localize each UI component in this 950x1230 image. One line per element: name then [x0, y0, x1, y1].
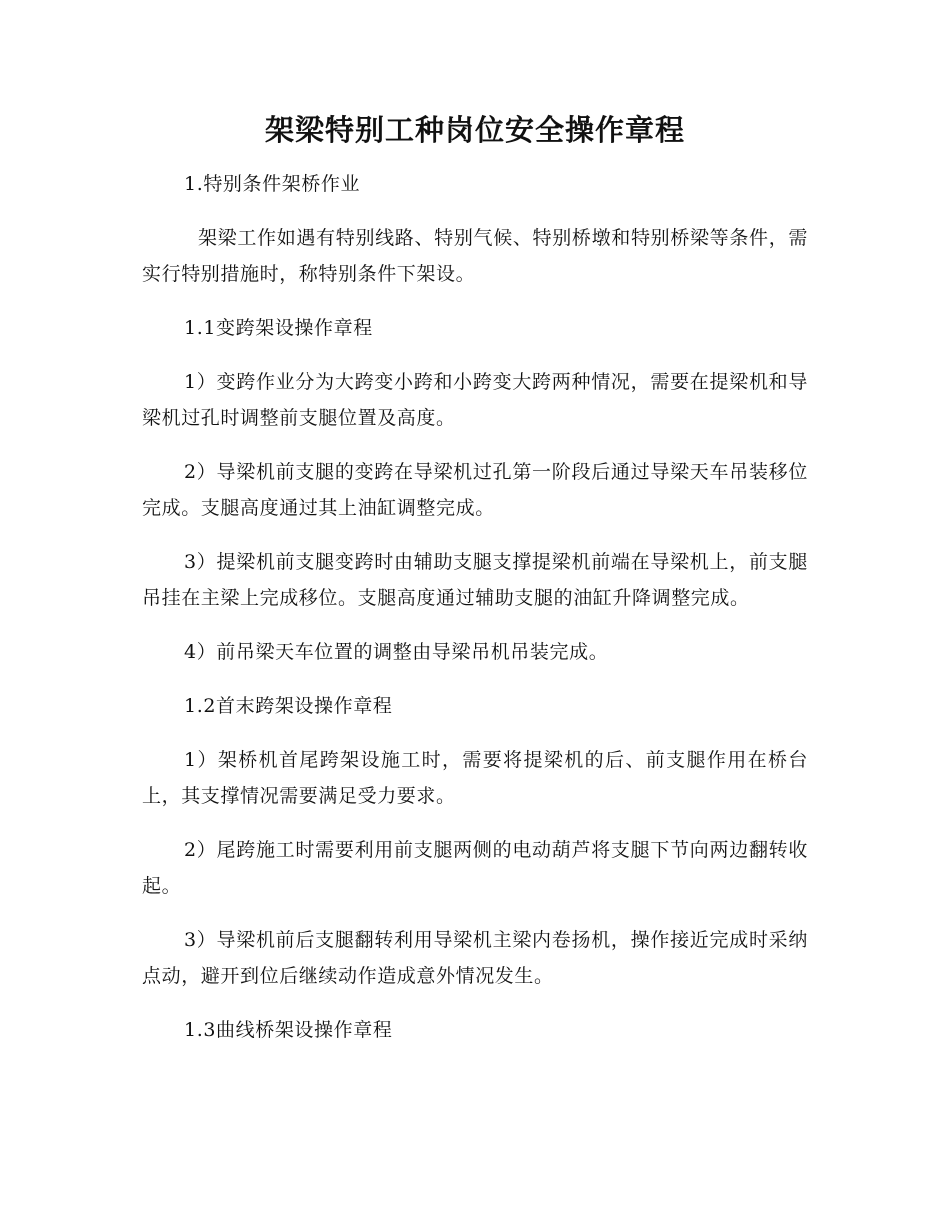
- paragraph-1-1-item-3: 3）提梁机前支腿变跨时由辅助支腿支撑提梁机前端在导梁机上，前支腿吊挂在主梁上完成移位。支腿高度通过辅助支腿的油缸升降调整完成。: [142, 551, 808, 609]
- section-heading-1-2: 1.2首末跨架设操作章程: [184, 695, 393, 717]
- paragraph-1-1-item-4: 4）前吊梁天车位置的调整由导梁吊机吊装完成。: [184, 641, 609, 663]
- document-body: [142, 166, 808, 1066]
- paragraph-1-1-item-1: 1）变跨作业分为大跨变小跨和小跨变大跨两种情况，需要在提梁机和导梁机过孔时调整前支腿位置及高度。: [142, 371, 808, 429]
- section-heading-1-1: 1.1变跨架设操作章程: [184, 317, 373, 339]
- document-title: 架梁特别工种岗位安全操作章程: [264, 113, 685, 147]
- intro-paragraph: 架梁工作如遇有特别线路、特别气候、特别桥墩和特别桥梁等条件，需实行特别措施时，称特别条件下架设。: [142, 227, 808, 285]
- paragraph-1-2-item-1: 1）架桥机首尾跨架设施工时，需要将提梁机的后、前支腿作用在桥台上，其支撑情况需要满足受力要求。: [142, 749, 808, 807]
- section-heading-1: 1.特别条件架桥作业: [184, 173, 361, 195]
- paragraph-1-1-item-2: 2）导梁机前支腿的变跨在导梁机过孔第一阶段后通过导梁天车吊装移位完成。支腿高度通过其上油缸调整完成。: [142, 461, 808, 519]
- paragraph-1-2-item-3: 3）导梁机前后支腿翻转利用导梁机主梁内卷扬机，操作接近完成时采纳点动，避开到位后继续动作造成意外情况发生。: [142, 929, 808, 987]
- section-heading-1-3: 1.3曲线桥架设操作章程: [184, 1019, 393, 1041]
- paragraph-1-2-item-2: 2）尾跨施工时需要利用前支腿两侧的电动葫芦将支腿下节向两边翻转收起。: [142, 839, 808, 897]
